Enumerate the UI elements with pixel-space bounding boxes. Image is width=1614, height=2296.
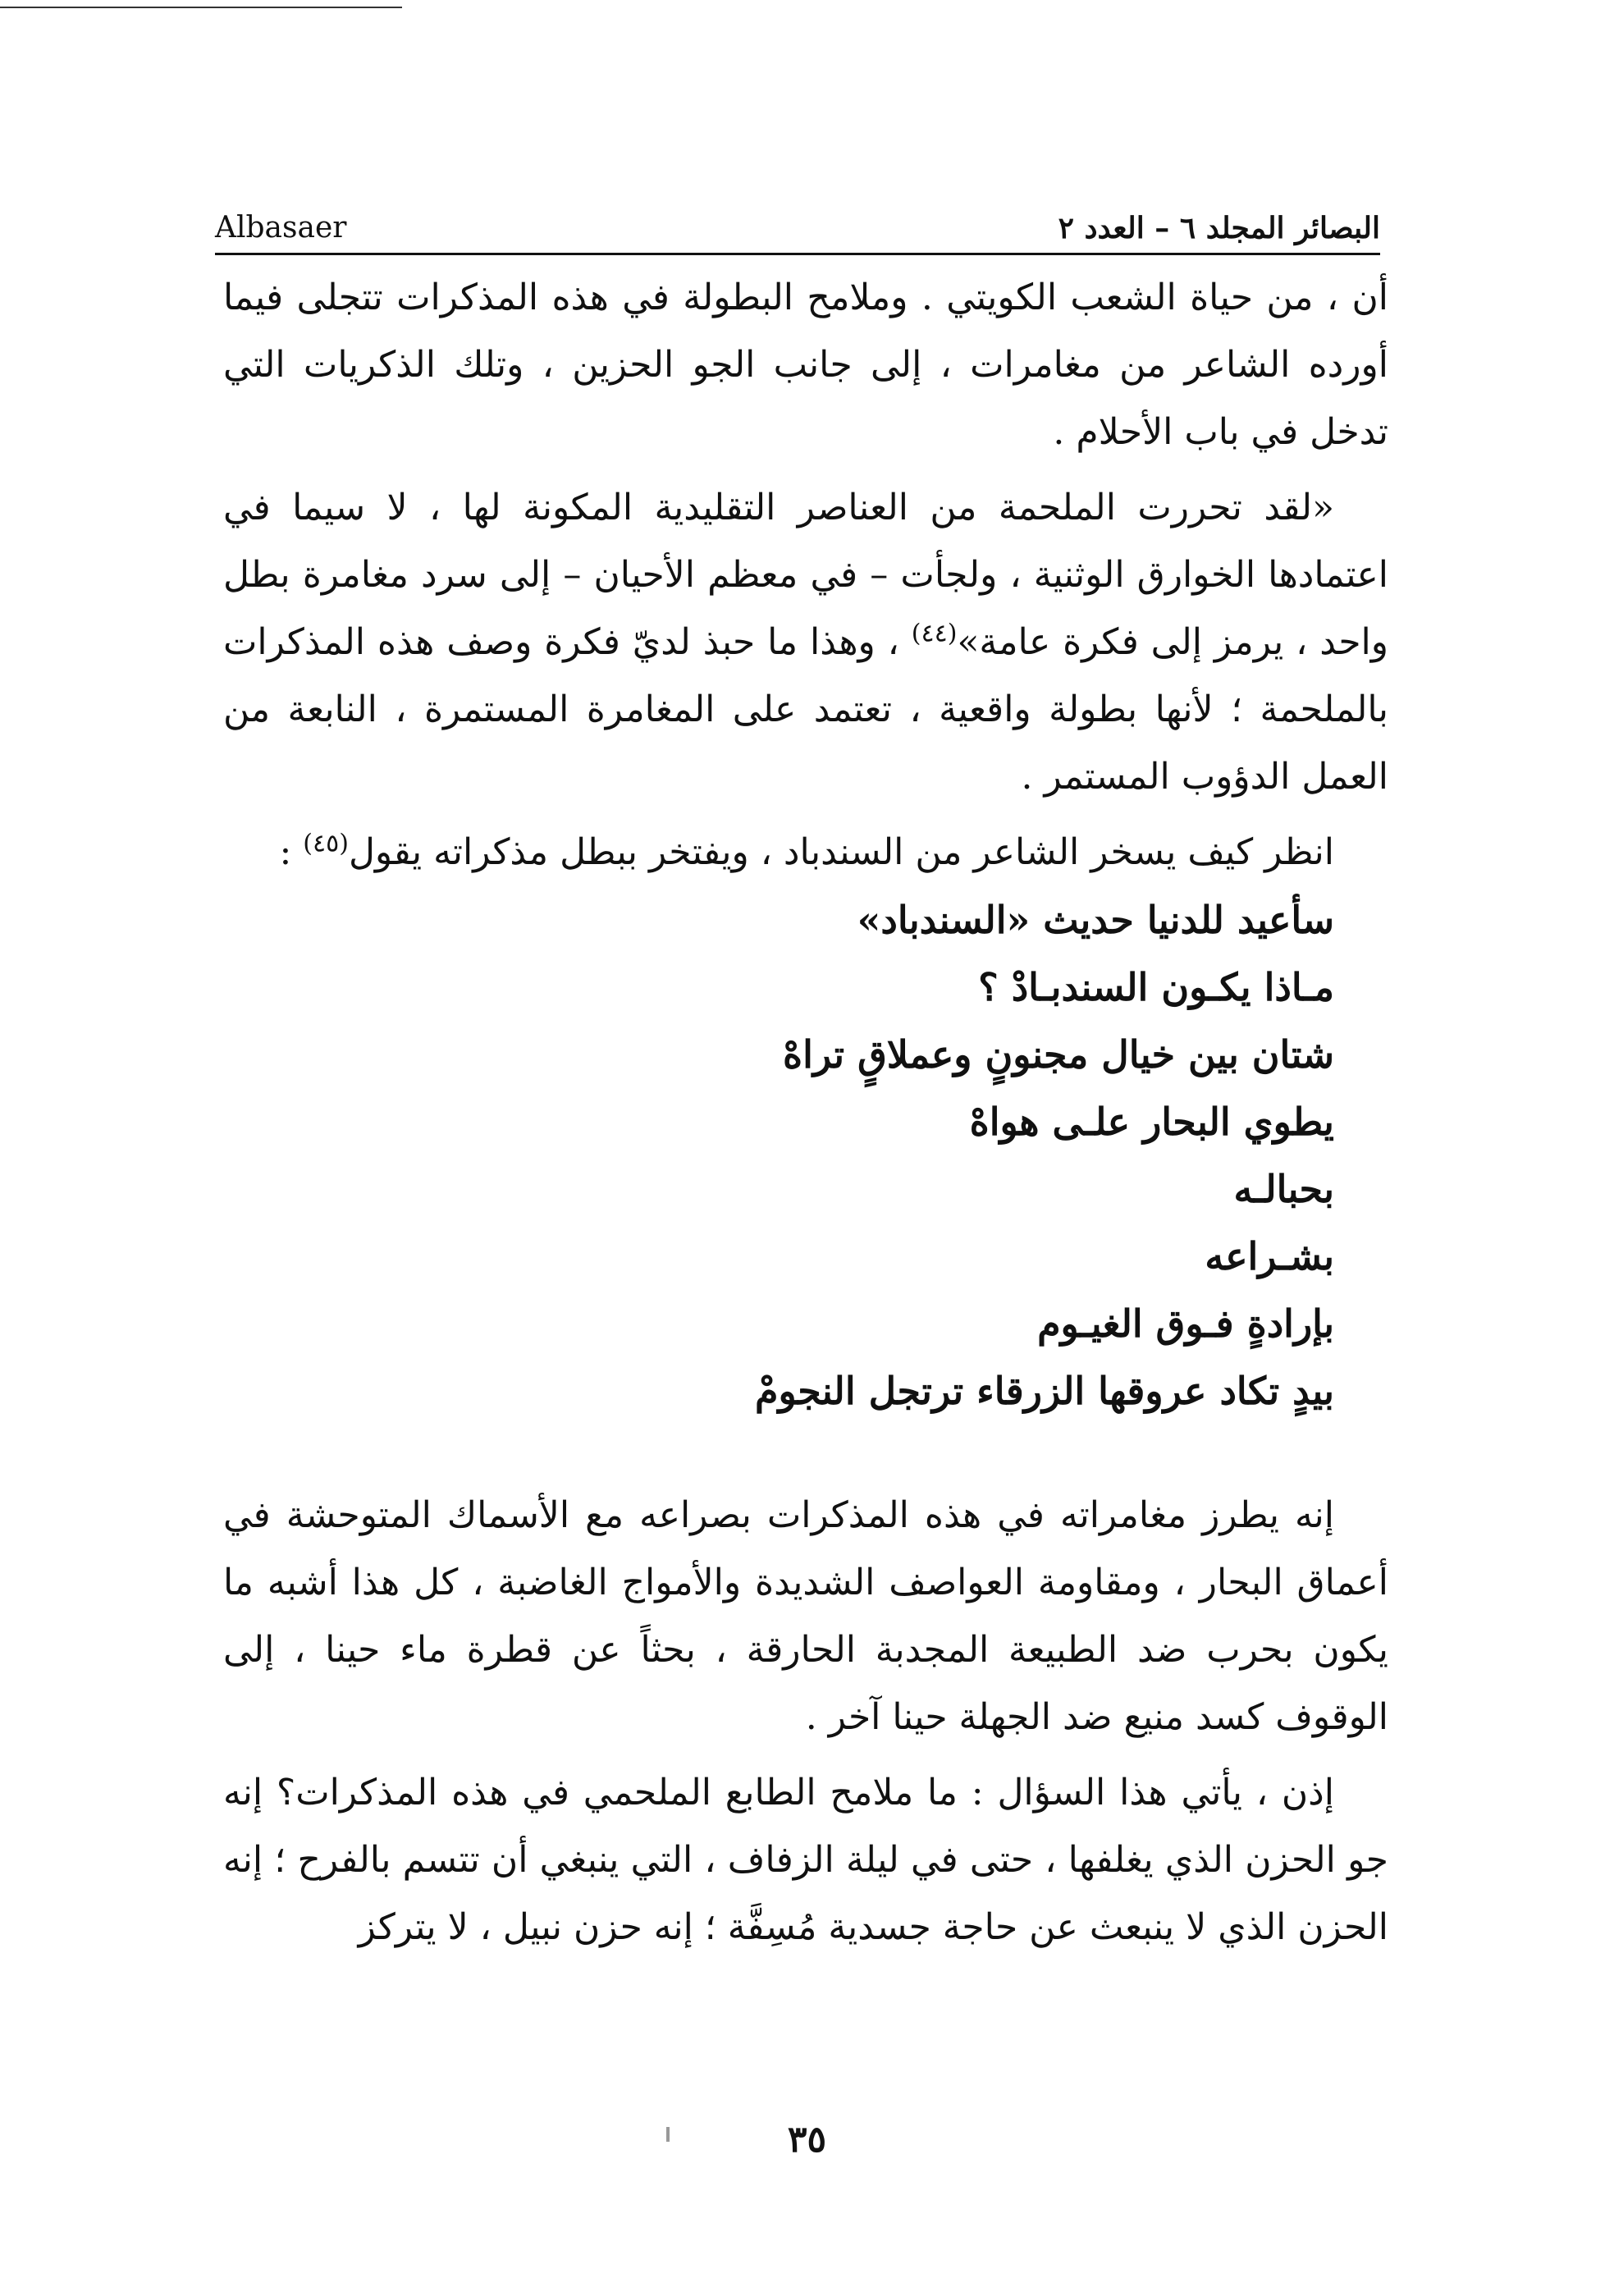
paragraph-2-quote: [223, 474, 1388, 811]
poem-line: بيدٍ تكاد عروقها الزرقاء ترتجل النجومْ: [754, 1369, 1334, 1413]
quote-text: «لقد تحررت الملحمة من العناصر التقليدية المكونة لها ، لا سيما في اعتمادها الخوارق الوثنية ، ولجأت – في معظم الأحيان – إلى سرد مغامرة بطل واحد ، يرمز إلى فكرة عامة»: [223, 487, 1388, 663]
poem-line: سأعيد للدنيا حديث «السندباد»: [857, 898, 1334, 942]
scan-edge-mark: [0, 7, 402, 8]
poem-line: بحبالـه: [1233, 1167, 1334, 1211]
poem-line: مـاذا يكـون السندبـادْ ؟: [978, 965, 1334, 1009]
poem-intro-colon: :: [279, 831, 304, 873]
journal-latin-name: Albasaer: [215, 211, 347, 245]
section-spacer: [223, 1425, 1388, 1482]
poem-line: بإرادةٍ فـوق الغيـوم: [1037, 1301, 1334, 1346]
quote-continuation: ، وهذا ما حبذ لديّ فكرة وصف هذه المذكرات بالملحمة ؛ لأنها بطولة واقعية ، تعتمد على المغامرة المستمرة ، النابعة من العمل الدؤوب المستمر .: [223, 621, 1388, 798]
page-number: ٣٥: [787, 2119, 827, 2161]
poem-intro-text: انظر كيف يسخر الشاعر من السندباد ، ويفتخر ببطل مذكراته يقول: [348, 831, 1334, 873]
running-header: [215, 204, 1380, 253]
footnote-ref-45: (٤٥): [303, 829, 349, 858]
poem-excerpt: [223, 886, 1388, 1425]
journal-title: البصائر المجلد ٦ – العدد ٢: [1058, 211, 1380, 245]
poem-line: بشـراعه: [1205, 1234, 1334, 1278]
poem-intro: [223, 819, 1388, 886]
paragraph-3: إنه يطرز مغامراته في هذه المذكرات بصراعه مع الأسماك المتوحشة في أعماق البحار ، ومقاومة العواصف الشديدة والأمواج الغاضبة ، كل هذا أشبه ما يكون بحرب ضد الطبيعة المجدبة الحارقة ، بحثاً عن قطرة ماء حينا ، إلى الوقوف كسد منيع ضد الجهلة حينا آخر .: [223, 1494, 1388, 1738]
paragraph-4: إذن ، يأتي هذا السؤال : ما ملامح الطابع الملحمي في هذه المذكرات؟ إنه جو الحزن الذي يغلفها ، حتى في ليلة الزفاف ، التي ينبغي أن تتسم بالفرح ؛ إنه الحزن الذي لا ينبعث عن حاجة جسدية مُسِفَّة ؛ إنه حزن نبيل ، لا يتركز: [223, 1772, 1388, 1948]
footnote-ref-44: (٤٤): [911, 619, 958, 648]
article-body: [223, 264, 1388, 1969]
poem-line: يطوي البحار علـى هواهْ: [969, 1100, 1334, 1144]
poem-line: شتان بين خيال مجنونٍ وعملاقٍ تراهْ: [783, 1032, 1334, 1077]
header-divider: [215, 253, 1380, 255]
paragraph-1: أن ، من حياة الشعب الكويتي . وملامح البطولة في هذه المذكرات تتجلى فيما أورده الشاعر من مغامرات ، إلى جانب الجو الحزين ، وتلك الذكريات التي تدخل في باب الأحلام .: [223, 277, 1388, 453]
